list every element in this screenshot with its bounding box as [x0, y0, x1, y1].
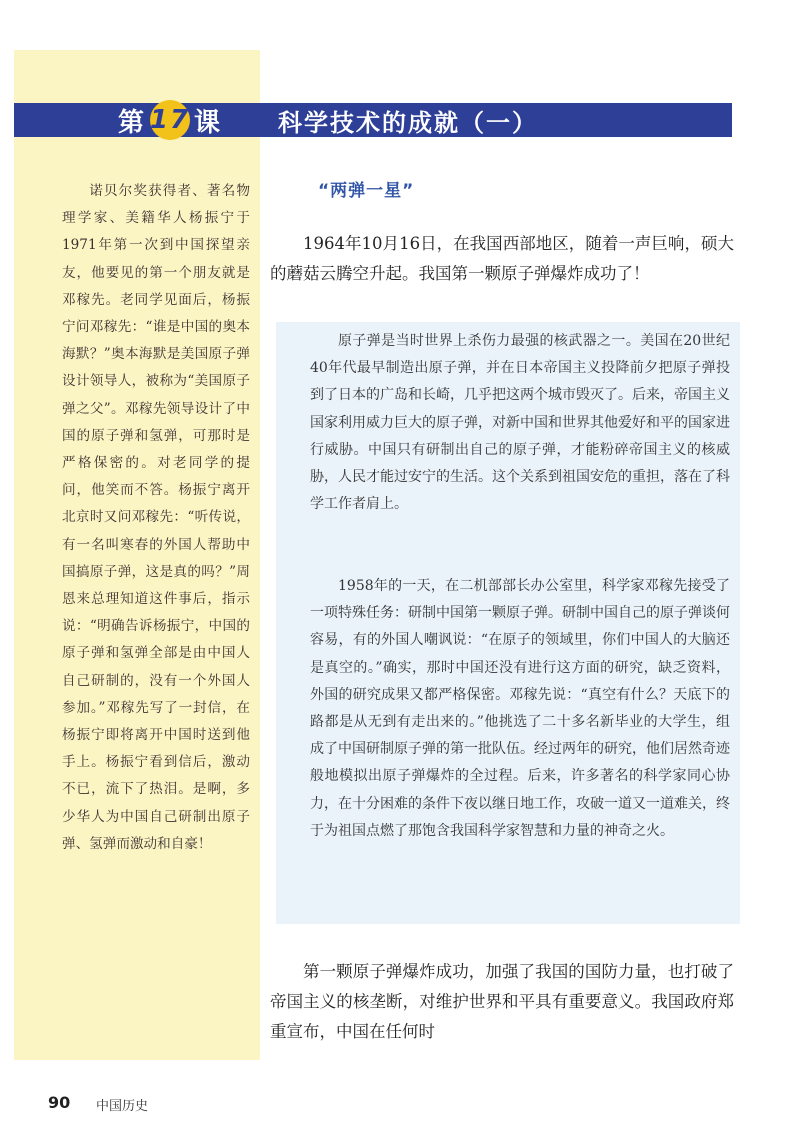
reading-box-paragraph-1: 原子弹是当时世界上杀伤力最强的核武器之一。美国在20世纪40年代最早制造出原子弹，并在日本帝国主义投降前夕把原子弹投到了日本的广岛和长崎，几乎把这两个城市毁灭了。后来，帝国主义国家利用威力巨大的原子弹，对新中国和世界其他爱好和平的国家进行威胁。中国只有研制出自己的原子弹，才能粉碎帝国主义的核威胁，人民才能过安宁的生活。这个关系到祖国安危的重担，落在了科学工作者肩上。: [310, 333, 730, 513]
lesson-number-badge: 17: [150, 100, 190, 140]
page-number: 90: [48, 1093, 71, 1112]
book-title: 中国历史: [96, 1099, 149, 1114]
reading-box-paragraph-2: 1958年的一天，在二机部部长办公室里，科学家邓稼先接受了一项特殊任务：研制中国第一颗原子弹。研制中国自己的原子弹谈何容易，有的外国人嘲讽说：“在原子的领域里，你们中国人的大脑还是真空的。”确实，那时中国还没有进行这方面的研究，缺乏资料，外国的研究成果又都严格保密。邓稼先说：“真空有什么？天底下的路都是从无到有走出来的。”他挑选了二十多名新毕业的大学生，组成了中国研制原子弹的第一批队伍。经过两年的研究，他们居然奇迹般地模拟出原子弹爆炸的全过程。后来，许多著名的科学家同心协力，在十分困难的条件下夜以继日地工作，攻破一道又一道难关，终于为祖国点燃了那饱含我国科学家智慧和力量的神奇之火。: [310, 578, 730, 839]
section-title: “两弹一星”: [318, 181, 415, 201]
lesson-label: [118, 103, 222, 137]
lesson-suffix: 课: [194, 107, 223, 138]
lesson-title: 科学技术的成就（一）: [278, 108, 538, 137]
conclusion-paragraph: 第一颗原子弹爆炸成功，加强了我国的国防力量，也打破了帝国主义的核垄断，对维护世界和平具有重要意义。我国政府郑重宣布，中国在任何时: [270, 962, 734, 1041]
sidebar-story: 诺贝尔奖获得者、著名物理学家、美籍华人杨振宁于1971年第一次到中国探望亲友，他要见的第一个朋友就是邓稼先。老同学见面后，杨振宁问邓稼先：“谁是中国的奥本海默？”奥本海默是美国原子弹设计领导人，被称为“美国原子弹之父”。邓稼先领导设计了中国的原子弹和氢弹，可那时是严格保密的。对老同学的提问，他笑而不答。杨振宁离开北京时又问邓稼先：“听传说，有一名叫寒春的外国人帮助中国搞原子弹，这是真的吗？”周恩来总理知道这件事后，指示说：“明确告诉杨振宁，中国的原子弹和氢弹全部是由中国人自己研制的，没有一个外国人参加。”邓稼先写了一封信，在杨振宁即将离开中国时送到他手上。杨振宁看到信后，激动不已，流下了热泪。是啊，多少华人为中国自己研制出原子弹、氢弹而激动和自豪！: [62, 183, 250, 852]
lesson-title-bar: [14, 103, 732, 137]
lesson-prefix: 第: [118, 107, 147, 138]
intro-paragraph: 1964年10月16日，在我国西部地区，随着一声巨响，硕大的蘑菇云腾空升起。我国第一颗原子弹爆炸成功了！: [270, 234, 734, 283]
